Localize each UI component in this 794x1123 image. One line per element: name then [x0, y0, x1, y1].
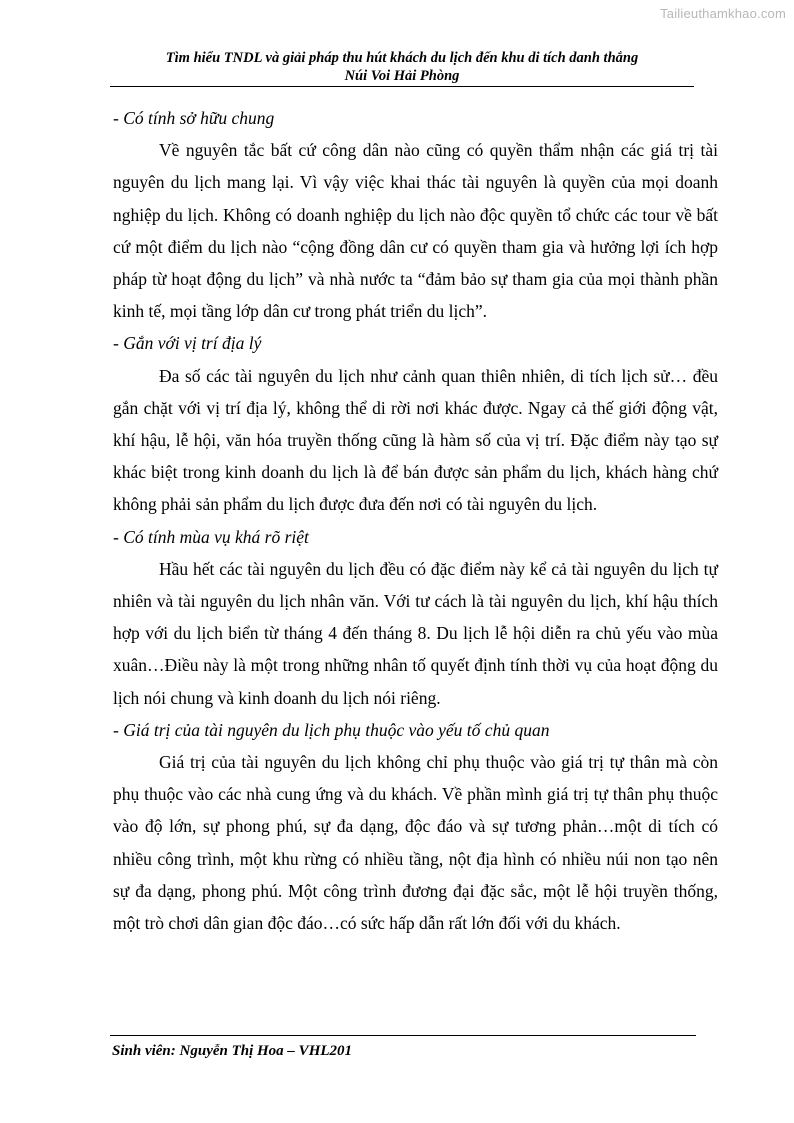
- section-heading: - Gắn với vị trí địa lý: [113, 333, 262, 354]
- section-paragraph: Đa số các tài nguyên du lịch như cảnh quan thiên nhiên, di tích lịch sử… đều gắn chặt với vị trí địa lý, không thể di rời nơi khác được. Ngay cả thế giới động vật, khí hậu, lễ hội, văn hóa truyền thống cũng là hàm số của vị trí. Đặc điểm này tạo sự khác biệt trong kinh doanh du lịch là để bán được sản phẩm du lịch, khách hàng chứ không phải sản phẩm du lịch được đưa đến nơi có tài nguyên du lịch.: [113, 365, 718, 515]
- document-body: [113, 102, 718, 939]
- section-paragraph: Về nguyên tắc bất cứ công dân nào cũng có quyền thẩm nhận các giá trị tài nguyên du lịch mang lại. Vì vậy việc khai thác tài nguyên là quyền của mọi doanh nghiệp du lịch. Không có doanh nghiệp du lịch nào độc quyền tổ chức các tour về bất cứ một điểm du lịch nào “cộng đồng dân cư có quyền tham gia và hưởng lợi ích hợp pháp từ hoạt động du lịch” và nhà nước ta “đảm bảo sự tham gia của mọi thành phần kinh tế, mọi tầng lớp dân cư trong phát triển du lịch”.: [113, 140, 718, 322]
- section-paragraph: Giá trị của tài nguyên du lịch không chỉ phụ thuộc vào giá trị tự thân mà còn phụ thuộc vào các nhà cung ứng và du khách. Về phần mình giá trị tự thân phụ thuộc vào độ lớn, sự phong phú, sự đa dạng, độc đáo và sự tương phản…một di tích có nhiều công trình, một khu rừng có nhiều tầng, nột địa hình có nhiều núi non tạo nên sự đa dạng, phong phú. Một công trình đương đại đặc sắc, một lễ hội truyền thống, một trò chơi dân gian độc đáo…có sức hấp dẫn rất lớn đối với du khách.: [113, 752, 718, 934]
- section-heading: - Có tính mùa vụ khá rõ riệt: [113, 526, 309, 547]
- section-heading: - Giá trị của tài nguyên du lịch phụ thuộc vào yếu tố chủ quan: [113, 719, 550, 740]
- header-divider: [110, 86, 694, 87]
- header-line-2: Núi Voi Hải Phòng: [344, 68, 460, 84]
- watermark: Tailieuthamkhao.com: [660, 6, 786, 21]
- page-footer: Sinh viên: Nguyễn Thị Hoa – VHL201: [112, 1043, 353, 1059]
- page-header: [110, 49, 694, 85]
- header-line-1: Tìm hiểu TNDL và giải pháp thu hút khách du lịch đến khu di tích danh thắng: [165, 50, 639, 66]
- section-paragraph: Hầu hết các tài nguyên du lịch đều có đặc điểm này kể cả tài nguyên du lịch tự nhiên và tài nguyên du lịch nhân văn. Với tư cách là tài nguyên du lịch, khí hậu thích hợp với du lịch biển từ tháng 4 đến tháng 8. Du lịch lễ hội diễn ra chủ yếu vào mùa xuân…Điều này là một trong những nhân tố quyết định tính thời vụ của hoạt động du lịch nói chung và kinh doanh du lịch nói riêng.: [113, 558, 718, 708]
- section-heading: - Có tính sở hữu chung: [113, 108, 275, 128]
- footer-divider: [110, 1035, 696, 1036]
